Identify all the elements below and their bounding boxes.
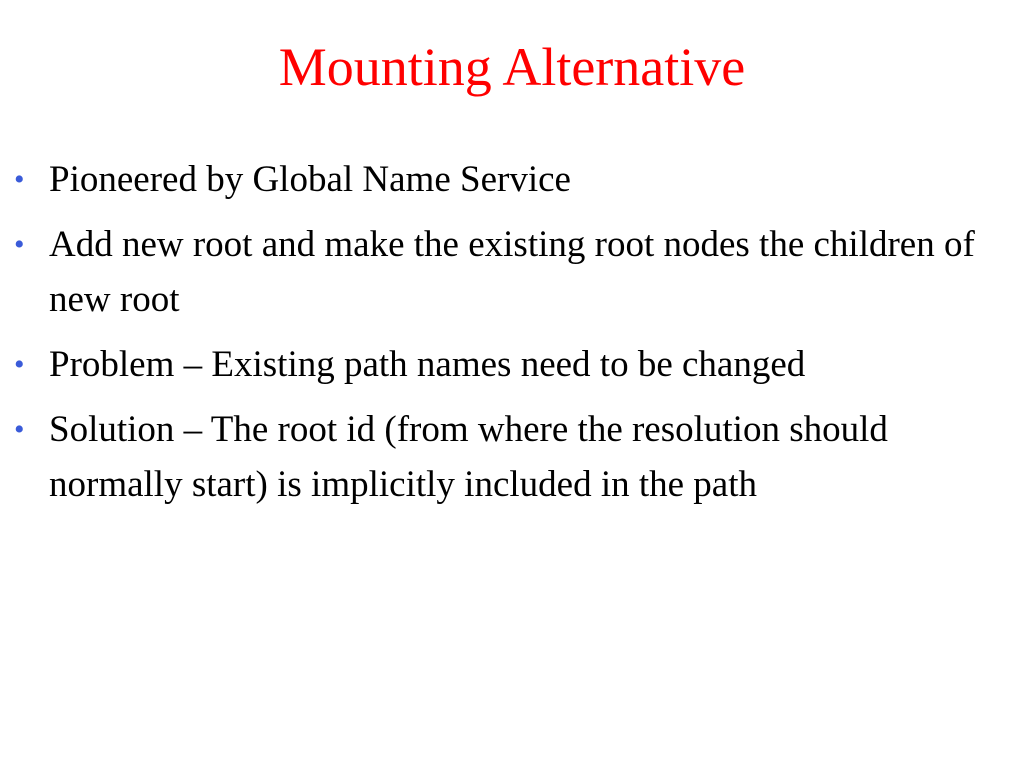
bullet-text: Pioneered by Global Name Service (49, 159, 571, 200)
bullet-list (14, 152, 1004, 522)
bullet-item (14, 337, 1004, 392)
bullet-icon: • (14, 163, 25, 196)
bullet-item (14, 402, 1004, 512)
bullet-icon: • (14, 413, 25, 446)
bullet-icon: • (14, 348, 25, 381)
bullet-item (14, 217, 1004, 327)
bullet-text: Solution – The root id (from where the resolution should normally start) is implicitly included in the path (49, 409, 888, 505)
bullet-text: Add new root and make the existing root nodes the children of new root (49, 224, 975, 320)
bullet-item (14, 152, 1004, 207)
slide-title: Mounting Alternative (278, 37, 746, 97)
bullet-icon: • (14, 228, 25, 261)
bullet-text: Problem – Existing path names need to be changed (49, 344, 806, 385)
